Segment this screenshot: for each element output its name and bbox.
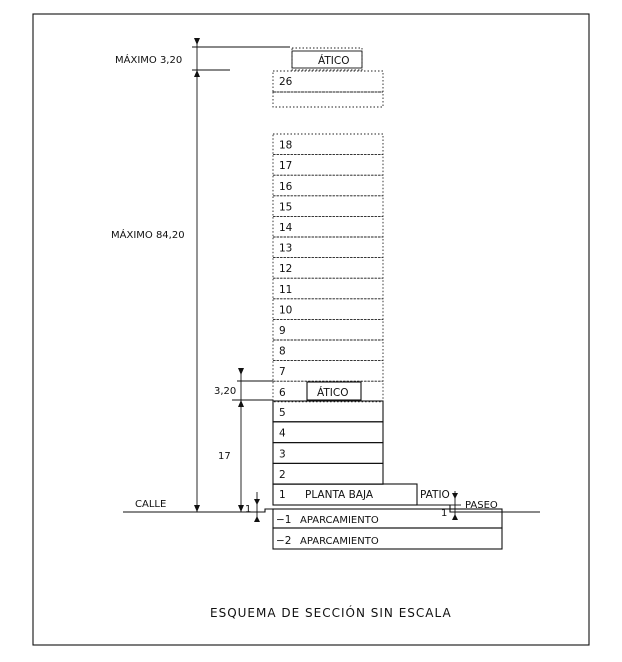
tower-floor-9 (273, 319, 383, 340)
dim-step-left-arrow-top (254, 499, 260, 505)
diagram-title: ESQUEMA DE SECCIÓN SIN ESCALA (210, 606, 452, 620)
floor-2-label: 2 (279, 469, 286, 482)
tower-floors (273, 134, 383, 402)
floor-8-label: 8 (279, 345, 286, 358)
podium-floor-5 (273, 401, 383, 422)
basement-2-label: APARCAMIENTO (300, 536, 379, 547)
dim-17-arrow-bottom (238, 505, 244, 512)
dim-attic-arrow (194, 38, 200, 45)
floor-26-label: 26 (279, 76, 293, 88)
dim-17-arrow-top (238, 400, 244, 407)
max-height-label: MÁXIMO 84,20 (111, 230, 185, 241)
floor-10-label: 10 (279, 304, 293, 317)
step-right-label: 1 (441, 508, 448, 519)
basement-1-number: −1 (276, 514, 292, 526)
floor-7-label: 7 (279, 366, 286, 379)
tower-floor-8 (273, 340, 383, 361)
drawing-frame (33, 14, 589, 645)
dim-step-left-arrow-bottom (254, 516, 260, 522)
floor-1-label: 1 (279, 489, 286, 501)
basement-2-number: −2 (276, 535, 292, 547)
attic-top-label: ÁTICO (318, 55, 350, 67)
floor-18-label: 18 (279, 139, 293, 152)
promenade-label: PASEO (465, 500, 498, 511)
street-label: CALLE (135, 499, 167, 510)
ground-floor-label: PLANTA BAJA (305, 489, 374, 501)
floor-13-label: 13 (279, 242, 293, 255)
podium-floor-4 (273, 422, 383, 443)
floor-6-label: 6 (279, 386, 286, 399)
dim-low-attic-arrow (238, 368, 244, 375)
low-height-label: 17 (218, 451, 231, 462)
tower-gap-box (273, 92, 383, 107)
dim-max-height-arrow-bottom (194, 505, 200, 512)
floor-4-label: 4 (279, 427, 286, 440)
low-attic-label: 3,20 (214, 386, 237, 397)
floor-14-label: 14 (279, 222, 293, 234)
patio-label: PATIO (420, 489, 450, 501)
dim-max-height-arrow-top (194, 70, 200, 77)
dim-step-right-arrow-bottom (452, 514, 458, 520)
dim-step-right-arrow-top (452, 493, 458, 499)
floor-17-label: 17 (279, 160, 293, 173)
podium-floors (273, 401, 383, 484)
basement-1-label: APARCAMIENTO (300, 515, 379, 526)
floor-15-label: 15 (279, 201, 293, 214)
floor-5-label: 5 (279, 406, 286, 419)
floor-12-label: 12 (279, 263, 293, 276)
floor-16-label: 16 (279, 180, 293, 193)
tower-floor-7 (273, 361, 383, 382)
floor-11-label: 11 (279, 283, 293, 296)
podium-floor-2 (273, 463, 383, 484)
attic-low-label: ÁTICO (317, 387, 349, 399)
podium-floor-3 (273, 443, 383, 464)
step-left-label: 1 (245, 504, 252, 515)
floor-3-label: 3 (279, 448, 286, 461)
max-attic-label: MÁXIMO 3,20 (115, 55, 183, 66)
floor-9-label: 9 (279, 325, 286, 337)
